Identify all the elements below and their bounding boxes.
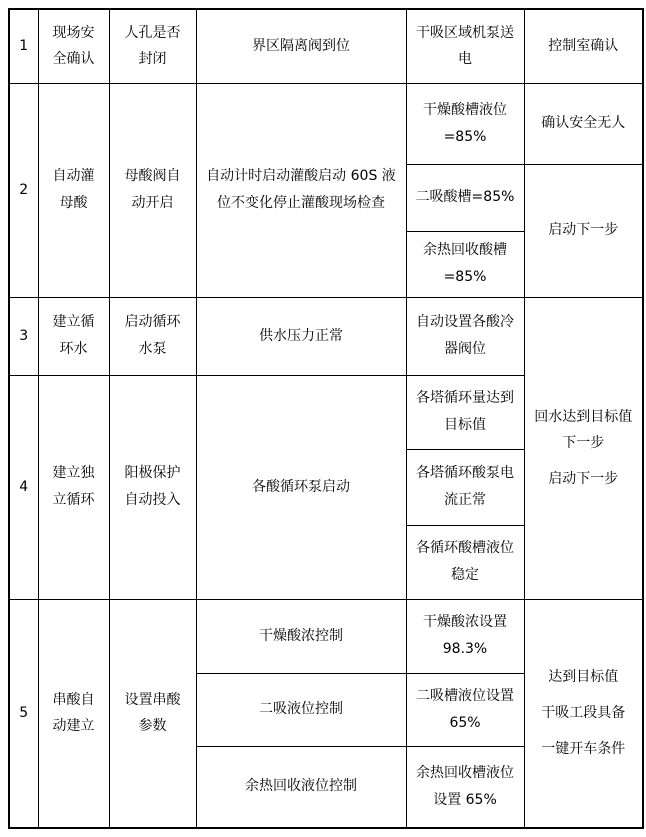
description-cell: 界区隔离阀到位: [196, 9, 406, 83]
step-number: 2: [9, 83, 38, 297]
condition-cell: 二吸酸槽=85%: [406, 164, 524, 231]
confirmation-cell: 确认安全无人: [524, 83, 643, 164]
confirmation-line: 启动下一步: [548, 470, 619, 487]
task-cell: 自动灌母酸: [38, 83, 109, 297]
step-number: 1: [9, 9, 38, 83]
table-row: [9, 599, 643, 673]
subtask-cell: 设置串酸参数: [109, 599, 196, 828]
condition-cell: 干燥酸槽液位=85%: [406, 83, 524, 164]
task-cell: 建立独立循环: [38, 375, 109, 599]
subtask-cell: 启动循环水泵: [109, 297, 196, 375]
condition-cell: 各循环酸槽液位稳定: [406, 525, 524, 599]
condition-cell: 各塔循环量达到目标值: [406, 375, 524, 449]
subtask-cell: 阳极保护自动投入: [109, 375, 196, 599]
description-cell: 供水压力正常: [196, 297, 406, 375]
confirmation-cell: 控制室确认: [524, 9, 643, 83]
table-row: [9, 297, 643, 375]
task-cell: 现场安全确认: [38, 9, 109, 83]
condition-cell: 干吸区域机泵送电: [406, 9, 524, 83]
confirmation-cell: [524, 599, 643, 828]
description-cell: 余热回收液位控制: [196, 746, 406, 828]
condition-cell: 自动设置各酸冷器阀位: [406, 297, 524, 375]
confirmation-line: 干吸工段具备: [541, 704, 626, 721]
description-cell: 二吸液位控制: [196, 673, 406, 746]
description-cell: 自动计时启动灌酸启动 60S 液位不变化停止灌酸现场检查: [196, 83, 406, 297]
startup-procedure-table: [8, 8, 644, 829]
confirmation-cell: [524, 297, 643, 599]
table-row: [9, 9, 643, 83]
step-number: 3: [9, 297, 38, 375]
confirmation-line: 达到目标值: [548, 669, 619, 686]
step-number: 4: [9, 375, 38, 599]
subtask-cell: 人孔是否封闭: [109, 9, 196, 83]
confirmation-cell: 启动下一步: [524, 164, 643, 297]
task-cell: 建立循环水: [38, 297, 109, 375]
condition-cell: 余热回收酸槽 =85%: [406, 231, 524, 297]
subtask-cell: 母酸阀自动开启: [109, 83, 196, 297]
condition-cell: 二吸槽液位设置 65%: [406, 673, 524, 746]
step-number: 5: [9, 599, 38, 828]
table-row: [9, 83, 643, 164]
condition-cell: 余热回收槽液位设置 65%: [406, 746, 524, 828]
condition-cell: 各塔循环酸泵电流正常: [406, 449, 524, 525]
confirmation-line: 一键开车条件: [541, 740, 626, 757]
task-cell: 串酸自动建立: [38, 599, 109, 828]
confirmation-line: 回水达到目标值下一步: [534, 408, 633, 452]
condition-cell: 干燥酸浓设置 98.3%: [406, 599, 524, 673]
description-cell: 干燥酸浓控制: [196, 599, 406, 673]
description-cell: 各酸循环泵启动: [196, 375, 406, 599]
